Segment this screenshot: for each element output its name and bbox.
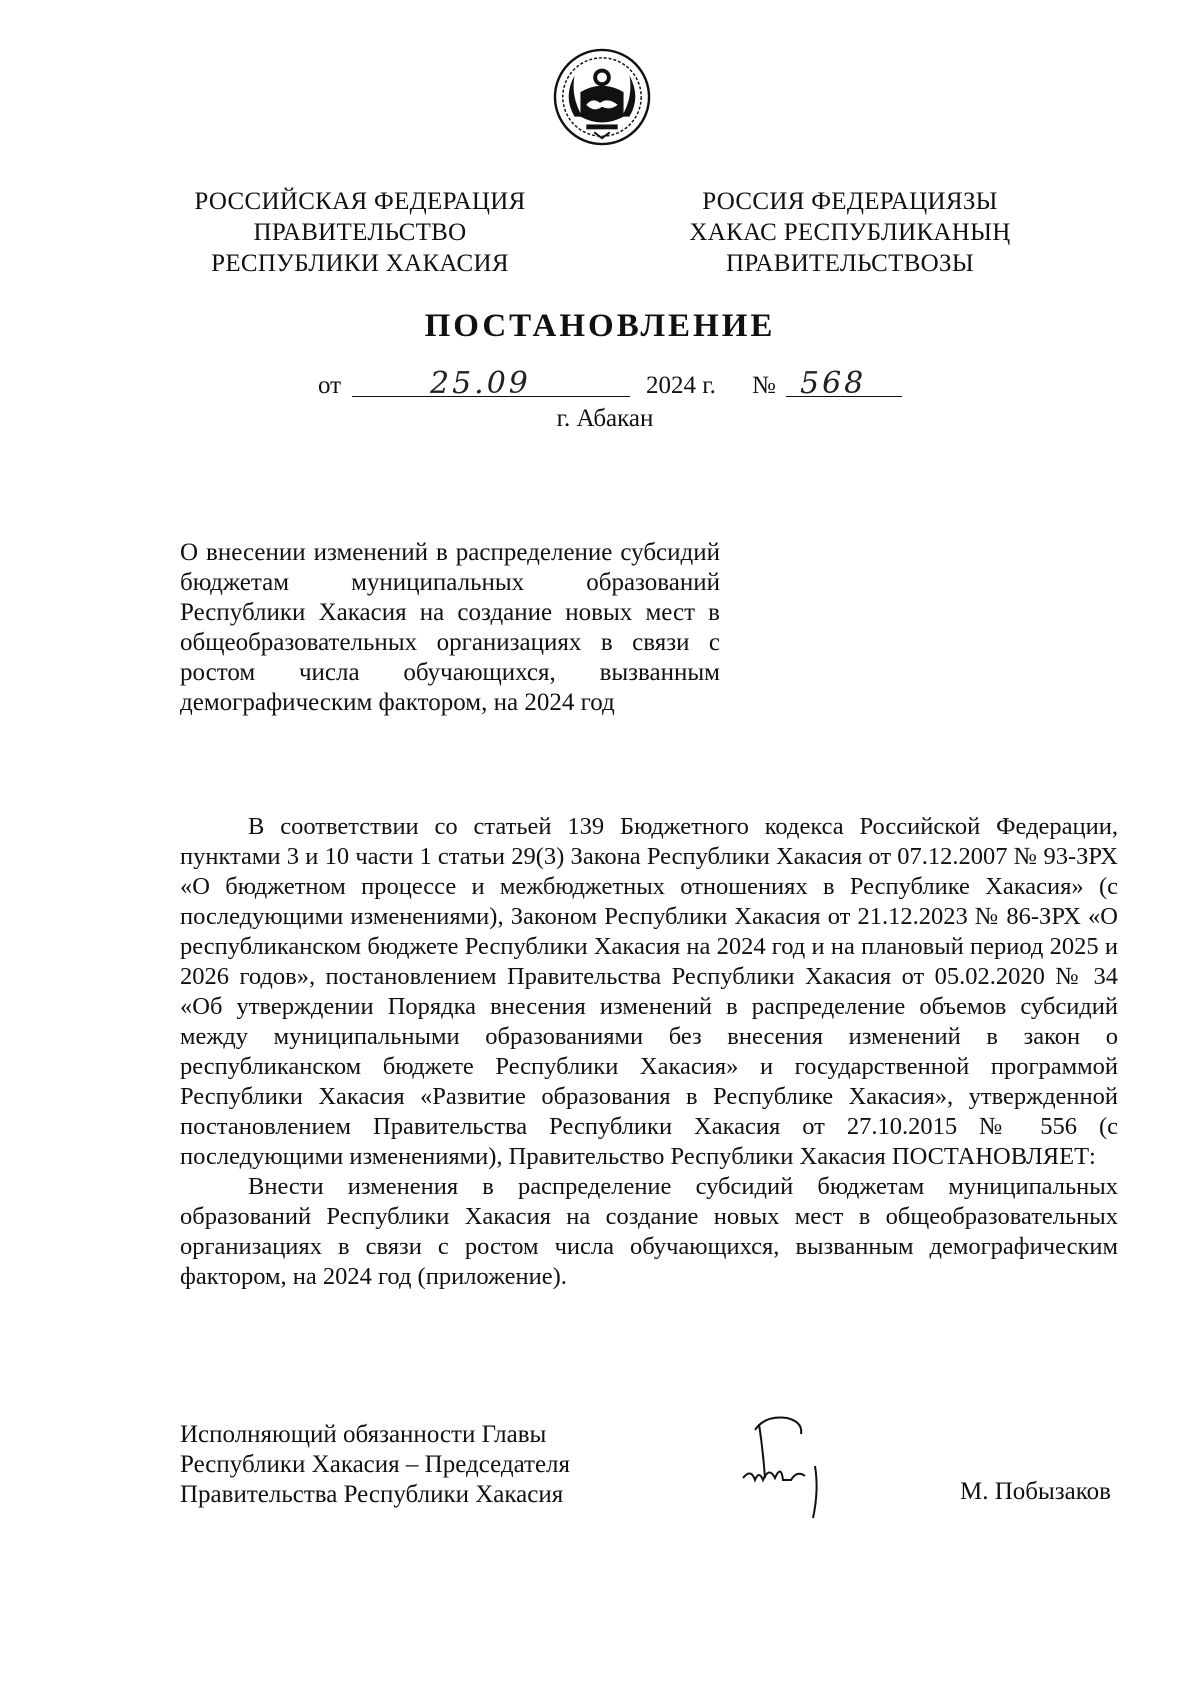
date-number-line bbox=[0, 368, 1200, 408]
header-right-line: РОССИЯ ФЕДЕРАЦИЯЗЫ bbox=[702, 188, 998, 215]
signatory-position-line: Правительства Республики Хакасия bbox=[180, 1481, 564, 1508]
number-label: № bbox=[752, 372, 776, 399]
handwritten-number: 568 bbox=[800, 366, 867, 401]
signatory-position-line: Республики Хакасия – Председателя bbox=[180, 1451, 571, 1478]
handwritten-signature bbox=[725, 1400, 855, 1530]
header-left-line: ПРАВИТЕЛЬСТВО bbox=[253, 219, 467, 246]
signatory-position-line: Исполняющий обязанности Главы bbox=[180, 1421, 547, 1448]
signatory-position bbox=[180, 1420, 740, 1510]
subject-block: О внесении изменений в распределение субсидий бюджетам муниципальных образований Республики Хакасия на создание новых мест в общеобразовательных организациях в связи с ростом числа обучающихся, вызванным демографическим фактором, на 2024 год bbox=[180, 539, 720, 716]
from-label: от bbox=[318, 372, 342, 399]
coat-of-arms-emblem bbox=[553, 48, 651, 146]
city: г. Абакан bbox=[556, 405, 654, 432]
year-label: 2024 г. bbox=[646, 372, 716, 399]
header-left-line: РЕСПУБЛИКИ ХАКАСИЯ bbox=[211, 250, 509, 277]
signatory-name: М. Побызаков bbox=[960, 1478, 1111, 1505]
header-right-line: ПРАВИТЕЛЬСТВОЗЫ bbox=[726, 250, 974, 277]
body-paragraph: В соответствии со статьей 139 Бюджетного кодекса Российской Федерации, пунктами 3 и 10 части 1 статьи 29(3) Закона Республики Хакасия от 07.12.2007 № 93-ЗРХ «О бюджетном процессе и межбюджетных отношениях в Республике Хакасия» (с последующими изменениями), Законом Республики Хакасия от 21.12.2023 № 86-ЗРХ «О республиканском бюджете Республики Хакасия на 2024 год и на плановый период 2025 и 2026 годов», постановлением Правительства Республики Хакасия от 05.02.2020 № 34 «Об утверждении Порядка внесения изменений в распределение объемов субсидий между муниципальными образованиями без внесения изменений в закон о республиканском бюджете Республики Хакасия» и государственной программой Республики Хакасия «Развитие образования в Республике Хакасия», утвержденной постановлением Правительства Республики Хакасия от 27.10.2015 № 556 (с последующими изменениями), Правительство Республики Хакасия ПОСТАНОВЛЯЕТ: bbox=[180, 813, 1118, 1170]
header-left-line: РОССИЙСКАЯ ФЕДЕРАЦИЯ bbox=[194, 188, 526, 215]
body-text bbox=[180, 812, 1118, 1292]
handwritten-date: 25.09 bbox=[430, 366, 531, 401]
body-paragraph: Внести изменения в распределение субсидий бюджетам муниципальных образований Республики Хакасия на создание новых мест в общеобразовательных организациях в связи с ростом числа обучающихся, вызванным демографическим фактором, на 2024 год (приложение). bbox=[180, 1173, 1118, 1290]
document-title: ПОСТАНОВЛЕНИЕ bbox=[424, 308, 776, 344]
header-left-block bbox=[150, 186, 570, 279]
header-right-line: ХАКАС РЕСПУБЛИКАНЫҢ bbox=[689, 219, 1011, 246]
header-right-block bbox=[640, 186, 1060, 279]
